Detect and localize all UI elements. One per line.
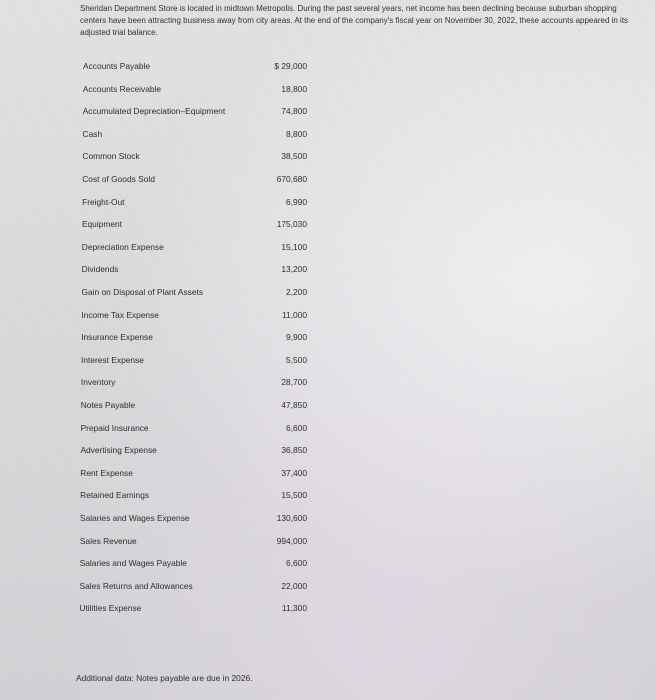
account-amount: 670,680 (276, 174, 307, 184)
account-row (0, 58, 655, 74)
account-name: Equipment (81, 219, 122, 230)
account-row (0, 216, 655, 232)
account-row (0, 533, 655, 549)
account-row (0, 600, 655, 616)
account-name: Notes Payable (80, 400, 136, 410)
account-name: Gain on Disposal of Plant Assets (81, 287, 204, 297)
account-name: Accounts Payable (83, 61, 151, 71)
account-name: Retained Earnings (80, 490, 150, 501)
account-amount: 22,000 (281, 580, 307, 591)
account-row (0, 239, 655, 255)
account-amount: 5,500 (286, 354, 307, 365)
account-amount: 36,850 (281, 445, 307, 456)
account-row (0, 103, 655, 119)
account-amount: 6,600 (286, 558, 307, 569)
account-name: Salaries and Wages Payable (79, 558, 187, 569)
account-amount: 37,400 (281, 467, 307, 478)
account-name: Dividends (81, 264, 119, 275)
account-name: Cash (82, 128, 103, 139)
account-row (0, 329, 655, 345)
account-row (0, 420, 655, 436)
account-row (0, 555, 655, 571)
account-name: Accumulated Depreciation–Equipment (82, 106, 226, 117)
account-row (0, 397, 655, 413)
account-amount: 47,850 (281, 400, 307, 410)
account-name: Sales Returns and Allowances (79, 580, 193, 591)
account-amount: 15,100 (281, 241, 307, 252)
account-amount: 15,500 (281, 490, 307, 501)
account-amount: $ 29,000 (274, 61, 307, 71)
additional-data-note: Additional data: Notes payable are due in 2026. (76, 673, 253, 683)
account-amount: 2,200 (286, 287, 307, 297)
intro-paragraph: Sheridan Department Store is located in midtown Metropolis. During the past several years, net income has been declining because suburban shopping centers have been attracting business away from city areas. At the end of the company's fiscal year on November 30, 2022, these accounts appeared in its adjusted trial balance. (80, 4, 629, 37)
account-name: Income Tax Expense (81, 309, 159, 320)
account-row (0, 148, 655, 164)
account-amount: 994,000 (276, 535, 307, 546)
account-row (0, 352, 655, 368)
account-amount: 74,800 (281, 106, 307, 117)
account-name: Freight-Out (82, 196, 125, 207)
account-row (0, 487, 655, 503)
account-amount: 38,500 (281, 151, 307, 162)
account-amount: 175,030 (276, 219, 307, 230)
account-amount: 28,700 (281, 377, 307, 388)
account-name: Inventory (80, 377, 116, 388)
account-name: Salaries and Wages Expense (80, 513, 190, 523)
account-amount: 11,000 (282, 309, 307, 320)
account-amount: 130,600 (276, 513, 307, 523)
account-row (0, 307, 655, 323)
account-row (0, 465, 655, 481)
account-name: Common Stock (82, 151, 140, 162)
account-name: Advertising Expense (80, 445, 157, 456)
account-amount: 9,900 (286, 332, 307, 343)
account-row (0, 442, 655, 458)
account-name: Prepaid Insurance (80, 422, 149, 433)
account-row (0, 374, 655, 390)
account-row (0, 126, 655, 142)
account-row (0, 578, 655, 594)
account-amount: 8,800 (286, 128, 307, 139)
account-row (0, 261, 655, 277)
account-name: Insurance Expense (81, 332, 153, 343)
account-amount: 13,200 (281, 264, 307, 275)
account-name: Depreciation Expense (81, 241, 164, 252)
account-row (0, 284, 655, 300)
account-row (0, 81, 655, 97)
account-row (0, 510, 655, 526)
account-name: Utilities Expense (79, 603, 142, 614)
account-row (0, 171, 655, 187)
account-name: Interest Expense (81, 354, 144, 365)
account-row (0, 194, 655, 210)
account-name: Cost of Goods Sold (82, 174, 155, 184)
account-name: Accounts Receivable (82, 83, 162, 94)
account-amount: 18,800 (281, 83, 307, 94)
account-name: Rent Expense (80, 467, 133, 478)
account-amount: 11,300 (282, 603, 307, 614)
account-amount: 6,990 (286, 196, 307, 207)
account-amount: 6,600 (286, 422, 307, 433)
account-name: Sales Revenue (79, 535, 137, 546)
